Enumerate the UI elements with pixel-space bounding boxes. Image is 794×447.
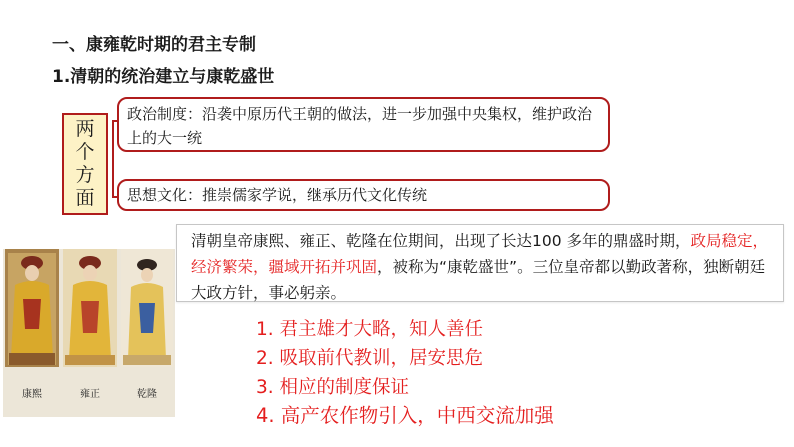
culture-aspect-box: 思想文化：推崇儒家学说，继承历代文化传统 xyxy=(117,179,610,211)
portrait-caption-yongzheng: 雍正 xyxy=(80,389,100,400)
aspect-label-char: 面 xyxy=(75,187,95,209)
info-text-highlight: 政局稳定，经济繁荣，疆域开拓并巩固 xyxy=(191,232,769,276)
portrait-caption-kangxi: 康熙 xyxy=(22,389,42,400)
info-text-part2: ，被称为“康乾盛世”。三位皇帝都以勤政著称，独断朝廷大政方针，事必躬亲。 xyxy=(191,258,766,302)
subsection-heading: 1.清朝的统治建立与康乾盛世 xyxy=(52,67,275,87)
info-text-part1: 清朝皇帝康熙、雍正、乾隆在位期间，出现了长达100 多年的鼎盛时期， xyxy=(191,232,691,250)
aspect-label-char: 个 xyxy=(75,141,95,163)
prosperity-description-box xyxy=(176,224,784,302)
reason-item: 4. 高产农作物引入，中西交流加强 xyxy=(256,404,554,427)
aspect-label-char: 两 xyxy=(75,118,95,140)
kangxi-portrait xyxy=(5,249,59,367)
yongzheng-portrait xyxy=(63,249,117,367)
reason-item: 1. 君主雄才大略，知人善任 xyxy=(256,319,484,340)
emperor-portraits-image xyxy=(3,249,175,417)
reason-item: 2. 吸取前代教训，居安思危 xyxy=(256,348,484,369)
section-heading: 一、康雍乾时期的君主专制 xyxy=(52,35,256,55)
two-aspects-label xyxy=(62,113,108,215)
qianlong-portrait xyxy=(121,249,173,367)
aspect-label-char: 方 xyxy=(75,164,95,186)
politics-aspect-box: 政治制度：沿袭中原历代王朝的做法，进一步加强中央集权，维护政治上的大一统 xyxy=(117,97,610,152)
portrait-caption-qianlong: 乾隆 xyxy=(137,389,157,400)
reason-item: 3. 相应的制度保证 xyxy=(256,377,410,398)
bracket-connector xyxy=(112,120,114,198)
